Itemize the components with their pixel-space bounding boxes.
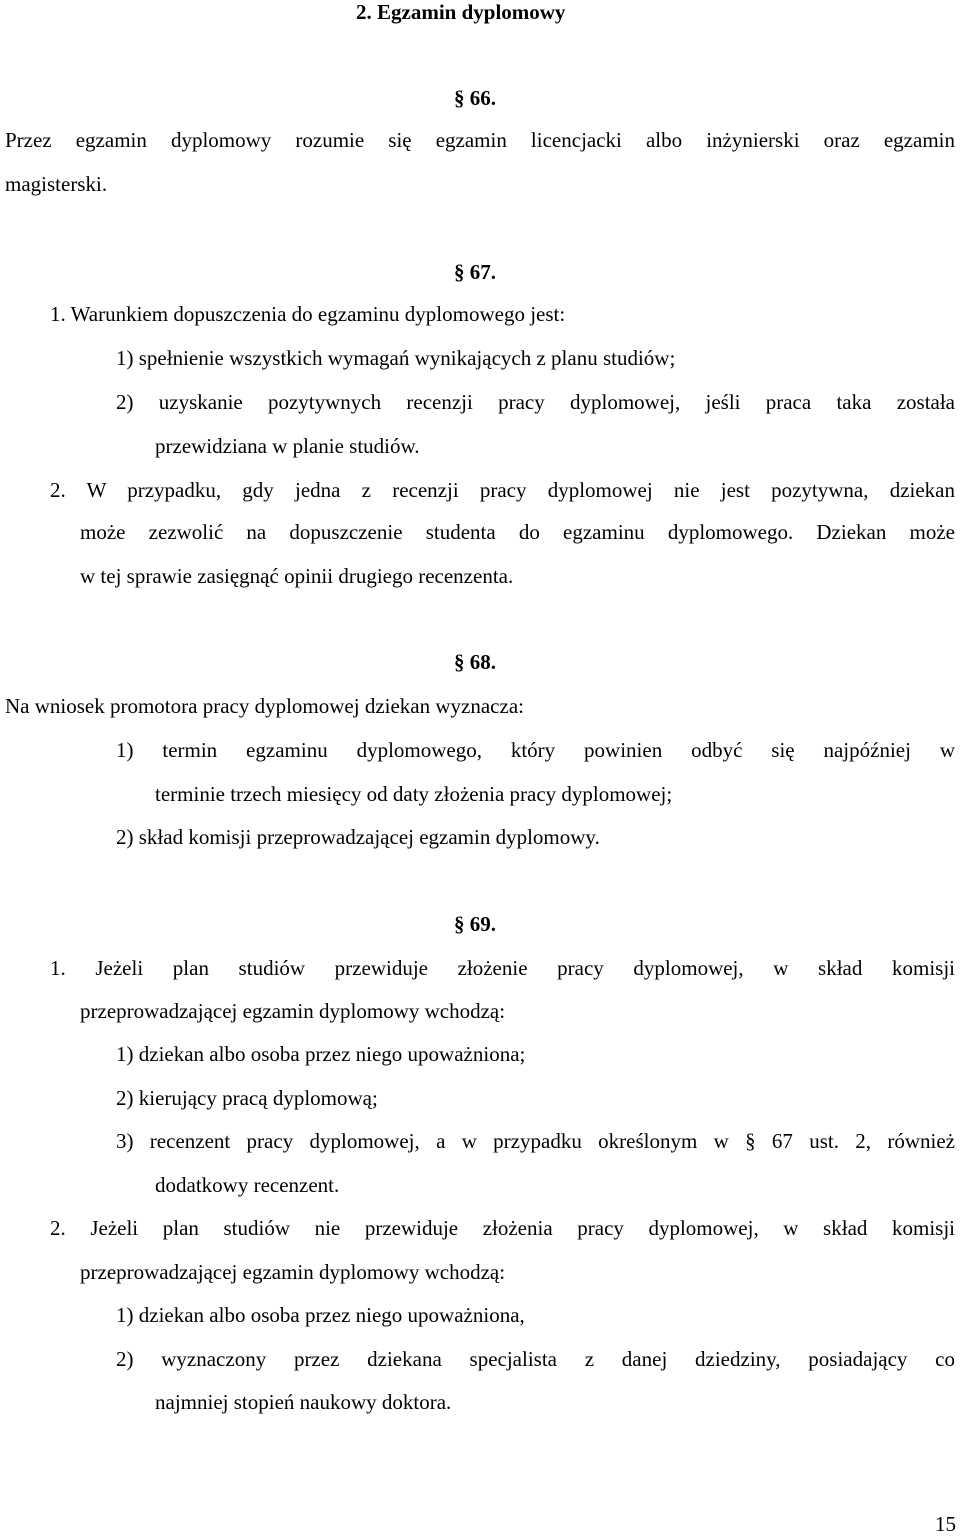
paragraph-69-point-2-item-2-line2: najmniej stopień naukowy doktora. [155, 1390, 452, 1414]
paragraph-68-item-1-line2: terminie trzech miesięcy od daty złożenia pracy dyplomowej; [155, 782, 673, 806]
paragraph-67-point-1-item-2-line1: 2) uzyskanie pozytywnych recenzji pracy dyplomowej, jeśli praca taka została [116, 390, 955, 414]
paragraph-69-point-1-line1: 1. Jeżeli plan studiów przewiduje złożenie pracy dyplomowej, w skład komisji [50, 956, 955, 980]
paragraph-66-text-line1: Przez egzamin dyplomowy rozumie się egzamin licencjacki albo inżynierski oraz egzamin [5, 128, 955, 152]
paragraph-69-point-1-item-3-line2: dodatkowy recenzent. [155, 1173, 340, 1197]
paragraph-69-point-2-item-1: 1) dziekan albo osoba przez niego upoważniona, [116, 1303, 525, 1327]
paragraph-69-mark: § 69. [454, 912, 496, 936]
paragraph-69-point-1-item-3-line1: 3) recenzent pracy dyplomowej, a w przypadku określonym w § 67 ust. 2, również [116, 1129, 955, 1153]
paragraph-69-point-1-item-1: 1) dziekan albo osoba przez niego upoważniona; [116, 1042, 526, 1066]
paragraph-68-intro: Na wniosek promotora pracy dyplomowej dziekan wyznacza: [5, 694, 524, 718]
paragraph-67-point-2-line2: może zezwolić na dopuszczenie studenta do egzaminu dyplomowego. Dziekan może [80, 520, 955, 544]
paragraph-66-text-line2: magisterski. [5, 172, 108, 196]
paragraph-67-point-1: 1. Warunkiem dopuszczenia do egzaminu dyplomowego jest: [50, 302, 566, 326]
paragraph-67-point-2-line1: 2. W przypadku, gdy jedna z recenzji pracy dyplomowej nie jest pozytywna, dziekan [50, 478, 955, 502]
page-number: 15 [935, 1512, 956, 1536]
paragraph-68-mark: § 68. [454, 650, 496, 674]
paragraph-66-mark: § 66. [454, 86, 496, 110]
paragraph-69-point-2-line2: przeprowadzającej egzamin dyplomowy wchodzą: [80, 1260, 506, 1284]
paragraph-69-point-2-item-2-line1: 2) wyznaczony przez dziekana specjalista z danej dziedziny, posiadający co [116, 1347, 955, 1371]
paragraph-67-mark: § 67. [454, 260, 496, 284]
paragraph-69-point-1-line2: przeprowadzającej egzamin dyplomowy wchodzą: [80, 999, 506, 1023]
paragraph-67-point-2-line3: w tej sprawie zasięgnąć opinii drugiego recenzenta. [80, 564, 514, 588]
paragraph-68-item-2: 2) skład komisji przeprowadzającej egzamin dyplomowy. [116, 825, 600, 849]
paragraph-67-point-1-item-1: 1) spełnienie wszystkich wymagań wynikających z planu studiów; [116, 346, 676, 370]
paragraph-67-point-1-item-2-line2: przewidziana w planie studiów. [155, 434, 420, 458]
paragraph-69-point-1-item-2: 2) kierujący pracą dyplomową; [116, 1086, 378, 1110]
paragraph-69-point-2-line1: 2. Jeżeli plan studiów nie przewiduje złożenia pracy dyplomowej, w skład komisji [50, 1216, 955, 1240]
section-heading: 2. Egzamin dyplomowy [356, 0, 566, 24]
paragraph-68-item-1-line1: 1) termin egzaminu dyplomowego, który powinien odbyć się najpóźniej w [116, 738, 955, 762]
